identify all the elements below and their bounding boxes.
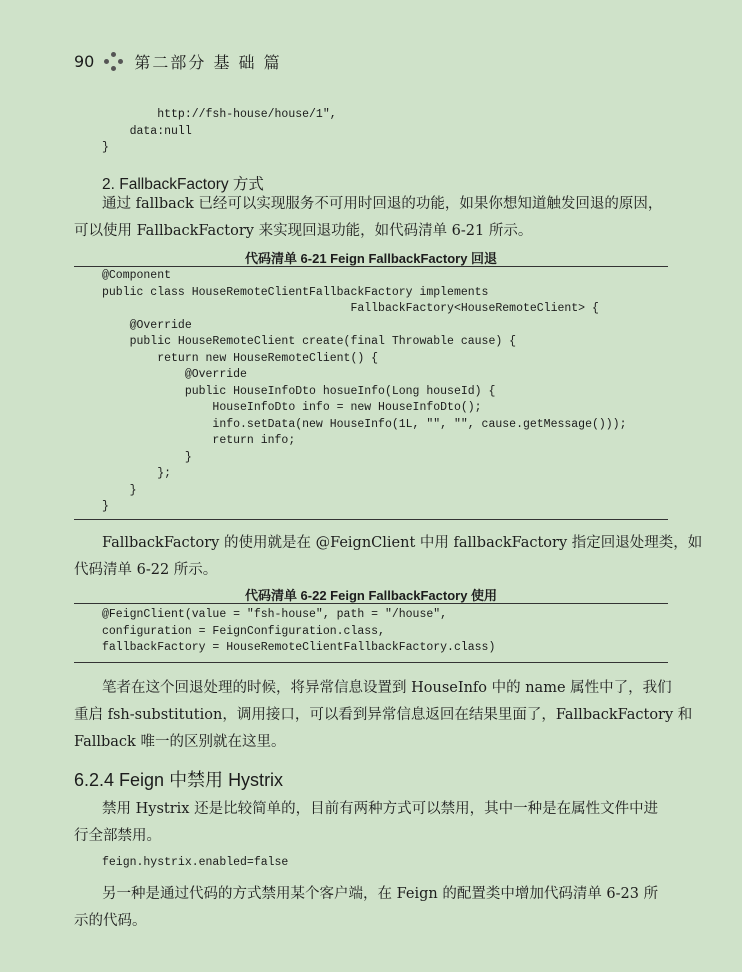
code-listing-6-22: @FeignClient(value = "fsh-house", path = "/house", configuration = FeignConfiguration.class, fallbackFactory = HouseRemoteClientFallbackFactory.class) [102, 608, 496, 654]
listing-top-rule [74, 603, 668, 604]
paragraph-line: 示的代码。 [74, 913, 147, 929]
paragraph-line: 笔者在这个回退处理的时候，将异常信息设置到 HouseInfo 中的 name 属性中了，我们 [102, 680, 672, 696]
listing-caption: 代码清单 6-21 Feign FallbackFactory 回退 [244, 251, 498, 266]
config-line: feign.hystrix.enabled=false [102, 856, 289, 869]
paragraph-line: 重启 fsh-substitution，调用接口，可以看到异常信息返回在结果里面了，FallbackFactory 和 [74, 707, 693, 723]
listing-bottom-rule [74, 662, 668, 663]
paragraph-line: 行全部禁用。 [74, 828, 161, 844]
paragraph-line: 禁用 Hystrix 还是比较简单的，目前有两种方式可以禁用，其中一种是在属性文件中进 [102, 801, 659, 817]
paragraph-line: 通过 fallback 已经可以实现服务不可用时回退的功能，如果你想知道触发回退的原因， [102, 196, 663, 212]
page-header [74, 50, 282, 73]
paragraph-line: 另一种是通过代码的方式禁用某个客户端，在 Feign 的配置类中增加代码清单 6-23 所 [102, 886, 659, 902]
paragraph-line: 可以使用 FallbackFactory 来实现回退功能，如代码清单 6-21 所示。 [74, 223, 533, 239]
ornament-icon [104, 52, 124, 72]
code-continuation: http://fsh-house/house/1", data:null } [102, 108, 337, 154]
listing-top-rule [74, 266, 668, 267]
page-number: 90 [74, 52, 95, 71]
code-listing-6-21: @Component public class HouseRemoteClientFallbackFactory implements FallbackFactory<HouseRemoteClient> { @Override public HouseRemoteClient create(final Throwable cause) { return new HouseRemoteClient() { @Override public HouseInfoDto hosueInfo(Long houseId) { HouseInfoDto info = new HouseInfoDto(); info.setData(new HouseInfo(1L, "", "", cause.getMessage())); return info; } }; } } [102, 269, 627, 513]
listing-caption: 代码清单 6-22 Feign FallbackFactory 使用 [244, 588, 498, 603]
paragraph-line: 代码清单 6-22 所示。 [74, 562, 218, 578]
paragraph-line: FallbackFactory 的使用就是在 @FeignClient 中用 fallbackFactory 指定回退处理类，如 [102, 535, 703, 551]
heading-fallbackfactory: 2. FallbackFactory 方式 [102, 176, 264, 193]
paragraph-line: Fallback 唯一的区别就在这里。 [74, 734, 286, 750]
section-title: 第二部分 基 础 篇 [134, 53, 282, 72]
heading-6-2-4: 6.2.4 Feign 中禁用 Hystrix [74, 770, 284, 790]
listing-bottom-rule [74, 519, 668, 520]
